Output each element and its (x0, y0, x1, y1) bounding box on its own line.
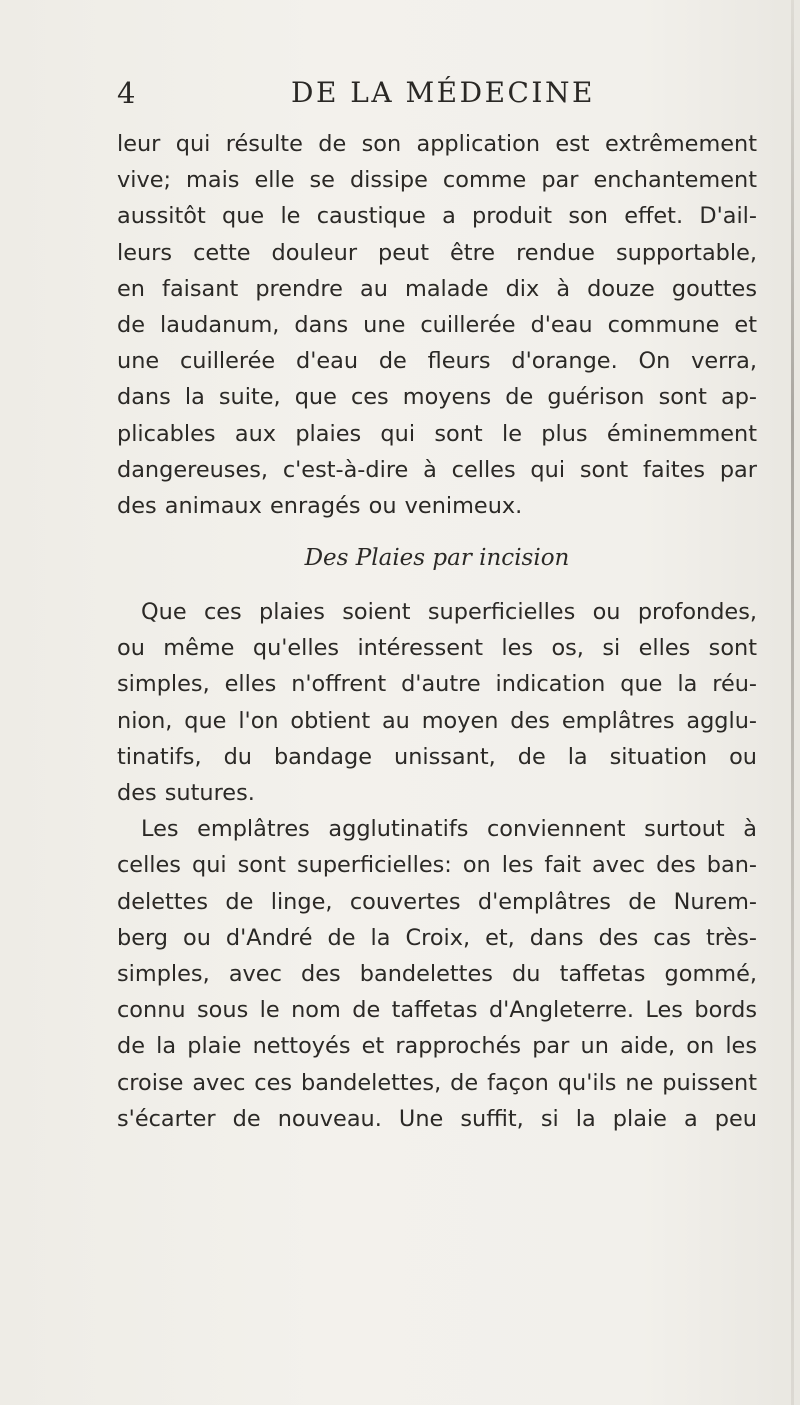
text-line: tinatifs, du bandage unissant, de la situation ou (117, 743, 757, 770)
page-header (117, 76, 757, 116)
text-line: simples, avec des bandelettes du taffetas gommé, (117, 960, 757, 987)
text-line: s'écarter de nouveau. Une suffit, si la plaie a peu (117, 1105, 757, 1132)
text-line: celles qui sont superficielles: on les fait avec des ban- (117, 852, 757, 879)
text-line: des sutures. (117, 780, 255, 806)
text-line: delettes de linge, couvertes d'emplâtres de Nurem- (117, 888, 757, 915)
text-line: nion, que l'on obtient au moyen des emplâtres agglu- (117, 707, 757, 734)
text-line: une cuillerée d'eau de fleurs d'orange. On verra, (117, 348, 757, 375)
text-line: vive; mais elle se dissipe comme par enchantement (117, 167, 757, 194)
text-line: dans la suite, que ces moyens de guérison sont ap- (117, 384, 757, 411)
text-line: croise avec ces bandelettes, de façon qu'ils ne puissent (117, 1069, 757, 1096)
paragraph-1 (117, 126, 757, 524)
text-line: leur qui résulte de son application est extrêmement (117, 131, 757, 157)
text-line: de laudanum, dans une cuillerée d'eau commune et (117, 311, 757, 338)
section-heading: Des Plaies par incision (304, 545, 570, 572)
paragraph-3 (117, 811, 757, 1137)
text-line: plicables aux plaies qui sont le plus éminemment (117, 420, 757, 447)
text-line: de la plaie nettoyés et rapprochés par un aide, on les (117, 1033, 757, 1060)
page-number: 4 (117, 76, 136, 110)
text-line: aussitôt que le caustique a produit son effet. D'ail- (117, 203, 757, 230)
body-text (117, 126, 757, 1137)
text-line: des animaux enragés ou venimeux. (117, 492, 523, 519)
text-line: leurs cette douleur peut être rendue supportable, (117, 239, 757, 266)
page-edge-shadow (791, 0, 794, 1405)
text-line: simples, elles n'offrent d'autre indication que la réu- (117, 671, 757, 698)
text-line: ou même qu'elles intéressent les os, si elles sont (117, 635, 757, 662)
text-line: Les emplâtres agglutinatifs conviennent surtout à (141, 816, 757, 843)
text-line: en faisant prendre au malade dix à douze gouttes (117, 275, 757, 302)
text-line: dangereuses, c'est-à-dire à celles qui sont faites par (117, 456, 757, 483)
paragraph-2 (117, 594, 757, 811)
text-line: connu sous le nom de taffetas d'Angleterre. Les bords (117, 997, 757, 1024)
text-line: berg ou d'André de la Croix, et, dans des cas très- (117, 924, 757, 951)
running-title: DE LA MÉDECINE (291, 76, 595, 109)
text-line: Que ces plaies soient superficielles ou profondes, (141, 599, 757, 626)
